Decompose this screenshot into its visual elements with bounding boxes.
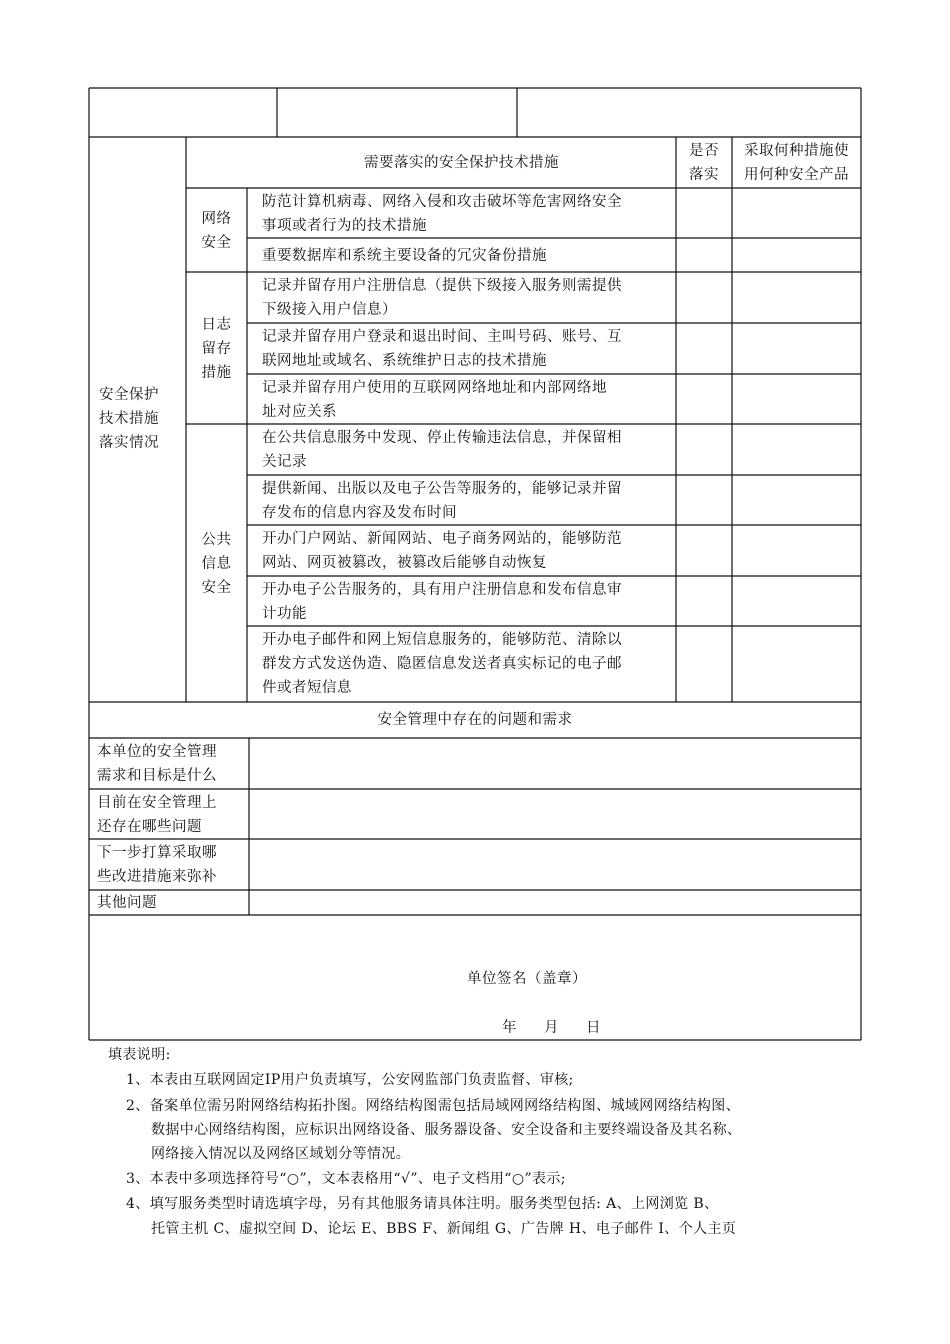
measures-header: 需要落实的安全保护技术措施: [364, 155, 559, 171]
measure-item: 记录并留存用户登录和退出时间、主叫号码、账号、互 联网地址或域名、系统维护日志的技术措施: [262, 329, 622, 369]
note-line: 数据中心网络结构图，应标识出网络设备、服务器设备、安全设备和主要终端设备及其名称、: [151, 1122, 742, 1138]
problem-label: 目前在安全管理上 还存在哪些问题: [97, 795, 217, 835]
note-line: 2、备案单位需另附网络结构拓扑图。网络结构图需包括局域网网络结构图、城域网网络结构图、: [126, 1098, 741, 1114]
measures-side-label: 安全保护 技术措施 落实情况: [99, 387, 159, 451]
measure-item: 重要数据库和系统主要设备的冗灾备份措施: [262, 248, 547, 264]
problems-header: 安全管理中存在的问题和需求: [377, 712, 573, 728]
note-line: 3、本表中多项选择符号“○”，文本表格用“√”、电子文档用“○”表示;: [126, 1171, 566, 1187]
measure-item: 开办电子邮件和网上短信息服务的，能够防范、清除以 群发方式发送伪造、隐匿信息发送者真实标记的电子邮 件或者短信息: [262, 632, 622, 696]
date-year: 年: [502, 1020, 517, 1036]
problem-label: 本单位的安全管理 需求和目标是什么: [97, 744, 217, 784]
measure-item: 记录并留存用户使用的互联网网络地址和内部网络地 址对应关系: [262, 380, 607, 420]
problem-label: 下一步打算采取哪 些改进措施来弥补: [97, 845, 217, 885]
measure-item: 开办电子公告服务的，具有用户注册信息和发布信息审 计功能: [262, 582, 622, 622]
group-label-log-retention: 日志 留存 措施: [201, 317, 232, 381]
implemented-header: 是否 落实: [689, 143, 719, 183]
note-line: 网络接入情况以及网络区域划分等情况。: [151, 1146, 411, 1162]
date-month: 月: [544, 1020, 559, 1036]
measure-item: 记录并留存用户注册信息（提供下级接入服务则需提供 下级接入用户信息）: [262, 278, 622, 318]
note-line: 4、填写服务类型时请选填字母，另有其他服务请具体注明。服务类型包括: A、上网浏览 B、: [126, 1196, 719, 1212]
group-label-public-info-security: 公共 信息 安全: [201, 532, 232, 596]
note-line: 1、本表由互联网固定IP用户负责填写，公安网监部门负责监督、审核;: [126, 1072, 574, 1088]
measure-item: 防范计算机病毒、网络入侵和攻击破坏等危害网络安全 事项或者行为的技术措施: [262, 194, 622, 234]
group-label-network-security: 网络 安全: [201, 211, 232, 251]
products-header: 采取何种措施使 用何种安全产品: [744, 143, 849, 183]
notes-title: 填表说明:: [108, 1047, 171, 1063]
problem-label: 其他问题: [97, 895, 157, 911]
note-line: 托管主机 C、虚拟空间 D、论坛 E、BBS F、新闻组 G、广告牌 H、电子邮件 I、个人主页: [151, 1221, 737, 1237]
measure-item: 提供新闻、出版以及电子公告等服务的，能够记录并留 存发布的信息内容及发布时间: [262, 481, 622, 521]
signature-label: 单位签名（盖章）: [467, 971, 587, 987]
date-day: 日: [586, 1020, 601, 1036]
measure-item: 在公共信息服务中发现、停止传输违法信息，并保留相 关记录: [262, 430, 622, 470]
measure-item: 开办门户网站、新闻网站、电子商务网站的，能够防范 网站、网页被篡改，被篡改后能够自动恢复: [262, 531, 622, 571]
